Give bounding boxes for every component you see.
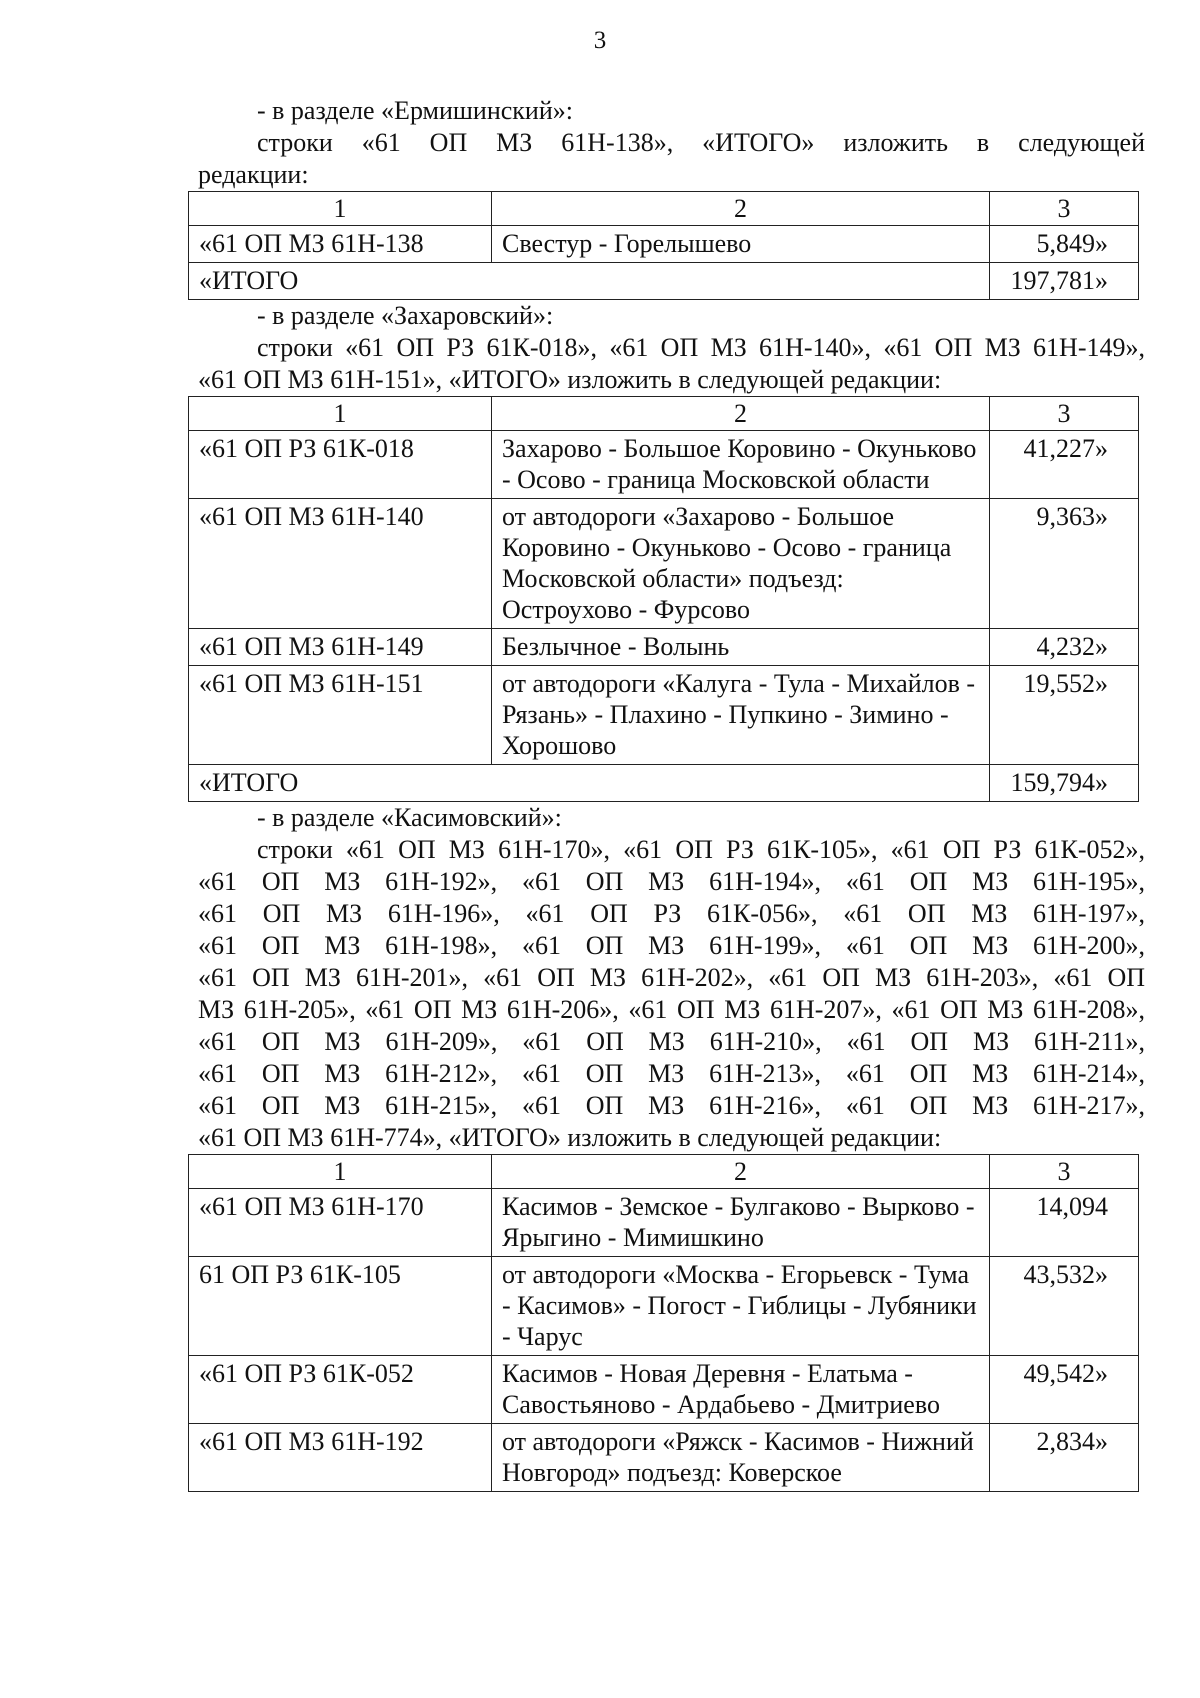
table-row	[189, 431, 1139, 499]
road-name: от автодороги «Калуга - Тула - Михайлов - Рязань» - Плахино - Пупкино - Зимино - Хорошово	[492, 666, 990, 765]
total-label: «ИТОГО	[189, 765, 990, 802]
table-kasimovsky	[188, 1154, 1139, 1492]
table-header-row	[189, 397, 1139, 431]
table-total-row	[189, 765, 1139, 802]
header-col-2: 2	[492, 397, 990, 431]
road-length: 43,532»	[990, 1257, 1139, 1356]
road-length: 2,834»	[990, 1424, 1139, 1492]
road-code: «61 ОП МЗ 61Н-151	[189, 666, 492, 765]
table-row	[189, 666, 1139, 765]
road-code: «61 ОП МЗ 61Н-149	[189, 629, 492, 666]
section-intro-ermishinsky-line1: строки «61 ОП МЗ 61Н-138», «ИТОГО» изложить в следующей	[257, 128, 1145, 157]
section-intro-zakharovsky-line2: «61 ОП МЗ 61Н-151», «ИТОГО» изложить в следующей редакции:	[198, 365, 942, 394]
road-name: Касимов - Земское - Булгаково - Вырково - Ярыгино - Мимишкино	[492, 1189, 990, 1257]
total-value: 197,781»	[990, 263, 1139, 300]
header-col-2: 2	[492, 192, 990, 226]
section-heading-kasimovsky: - в разделе «Касимовский»:	[257, 803, 562, 832]
section-heading-ermishinsky: - в разделе «Ермишинский»:	[257, 96, 573, 125]
road-length: 41,227»	[990, 431, 1139, 499]
table-row	[189, 499, 1139, 629]
header-col-1: 1	[189, 397, 492, 431]
road-code: «61 ОП РЗ 61К-018	[189, 431, 492, 499]
table-row	[189, 1257, 1139, 1356]
table-ermishinsky	[188, 191, 1139, 300]
road-name: Безлычное - Волынь	[492, 629, 990, 666]
road-name: от автодороги «Ряжск - Касимов - Нижний Новгород» подъезд: Коверское	[492, 1424, 990, 1492]
section-intro-kasimovsky-line: «61 ОП МЗ 61Н-774», «ИТОГО» изложить в следующей редакции:	[198, 1123, 942, 1152]
table-row	[189, 1424, 1139, 1492]
road-length: 9,363»	[990, 499, 1139, 629]
table-total-row	[189, 263, 1139, 300]
road-code: «61 ОП МЗ 61Н-192	[189, 1424, 492, 1492]
road-code: 61 ОП РЗ 61К-105	[189, 1257, 492, 1356]
table-row	[189, 226, 1139, 263]
header-col-3: 3	[990, 397, 1139, 431]
table-row	[189, 1189, 1139, 1257]
section-intro-kasimovsky-line: МЗ 61Н-205», «61 ОП МЗ 61Н-206», «61 ОП МЗ 61Н-207», «61 ОП МЗ 61Н-208»,	[198, 995, 1145, 1024]
road-name: от автодороги «Москва - Егорьевск - Тума - Касимов» - Погост - Гиблицы - Лубяники - Чарус	[492, 1257, 990, 1356]
road-code: «61 ОП МЗ 61Н-140	[189, 499, 492, 629]
section-intro-kasimovsky-line: «61 ОП МЗ 61Н-212», «61 ОП МЗ 61Н-213», «61 ОП МЗ 61Н-214»,	[198, 1059, 1145, 1088]
section-intro-kasimovsky-line: строки «61 ОП МЗ 61Н-170», «61 ОП РЗ 61К-105», «61 ОП РЗ 61К-052»,	[257, 835, 1145, 864]
section-intro-kasimovsky-line: «61 ОП МЗ 61Н-192», «61 ОП МЗ 61Н-194», «61 ОП МЗ 61Н-195»,	[198, 867, 1145, 896]
table-header-row	[189, 1155, 1139, 1189]
page-number: 3	[593, 27, 607, 54]
header-col-3: 3	[990, 1155, 1139, 1189]
road-name: Захарово - Большое Коровино - Окуньково - Осово - граница Московской области	[492, 431, 990, 499]
header-col-2: 2	[492, 1155, 990, 1189]
road-length: 4,232»	[990, 629, 1139, 666]
road-length: 49,542»	[990, 1356, 1139, 1424]
road-code: «61 ОП МЗ 61Н-170	[189, 1189, 492, 1257]
document-body	[198, 95, 1145, 1492]
road-length: 5,849»	[990, 226, 1139, 263]
header-col-3: 3	[990, 192, 1139, 226]
road-name: от автодороги «Захарово - Большое Коровино - Окуньково - Осово - граница Московской области» подъезд: Остроухово - Фурсово	[492, 499, 990, 629]
table-header-row	[189, 192, 1139, 226]
section-intro-kasimovsky-line: «61 ОП МЗ 61Н-209», «61 ОП МЗ 61Н-210», «61 ОП МЗ 61Н-211»,	[198, 1027, 1145, 1056]
road-length: 14,094	[990, 1189, 1139, 1257]
section-intro-kasimovsky-line: «61 ОП МЗ 61Н-196», «61 ОП РЗ 61К-056», «61 ОП МЗ 61Н-197»,	[198, 899, 1145, 928]
section-intro-kasimovsky-line: «61 ОП МЗ 61Н-215», «61 ОП МЗ 61Н-216», «61 ОП МЗ 61Н-217»,	[198, 1091, 1145, 1120]
table-row	[189, 629, 1139, 666]
header-col-1: 1	[189, 192, 492, 226]
section-intro-kasimovsky-line: «61 ОП МЗ 61Н-201», «61 ОП МЗ 61Н-202», «61 ОП МЗ 61Н-203», «61 ОП	[198, 963, 1145, 992]
table-row	[189, 1356, 1139, 1424]
header-col-1: 1	[189, 1155, 492, 1189]
road-length: 19,552»	[990, 666, 1139, 765]
total-value: 159,794»	[990, 765, 1139, 802]
total-label: «ИТОГО	[189, 263, 990, 300]
table-zakharovsky	[188, 396, 1139, 802]
road-code: «61 ОП МЗ 61Н-138	[189, 226, 492, 263]
road-name: Касимов - Новая Деревня - Елатьма - Савостьяново - Ардабьево - Дмитриево	[492, 1356, 990, 1424]
section-intro-zakharovsky-line1: строки «61 ОП РЗ 61К-018», «61 ОП МЗ 61Н-140», «61 ОП МЗ 61Н-149»,	[257, 333, 1145, 362]
section-intro-kasimovsky-line: «61 ОП МЗ 61Н-198», «61 ОП МЗ 61Н-199», «61 ОП МЗ 61Н-200»,	[198, 931, 1145, 960]
road-name: Свестур - Горелышево	[492, 226, 990, 263]
road-code: «61 ОП РЗ 61К-052	[189, 1356, 492, 1424]
section-heading-zakharovsky: - в разделе «Захаровский»:	[257, 301, 554, 330]
section-intro-ermishinsky-line2: редакции:	[198, 160, 309, 189]
